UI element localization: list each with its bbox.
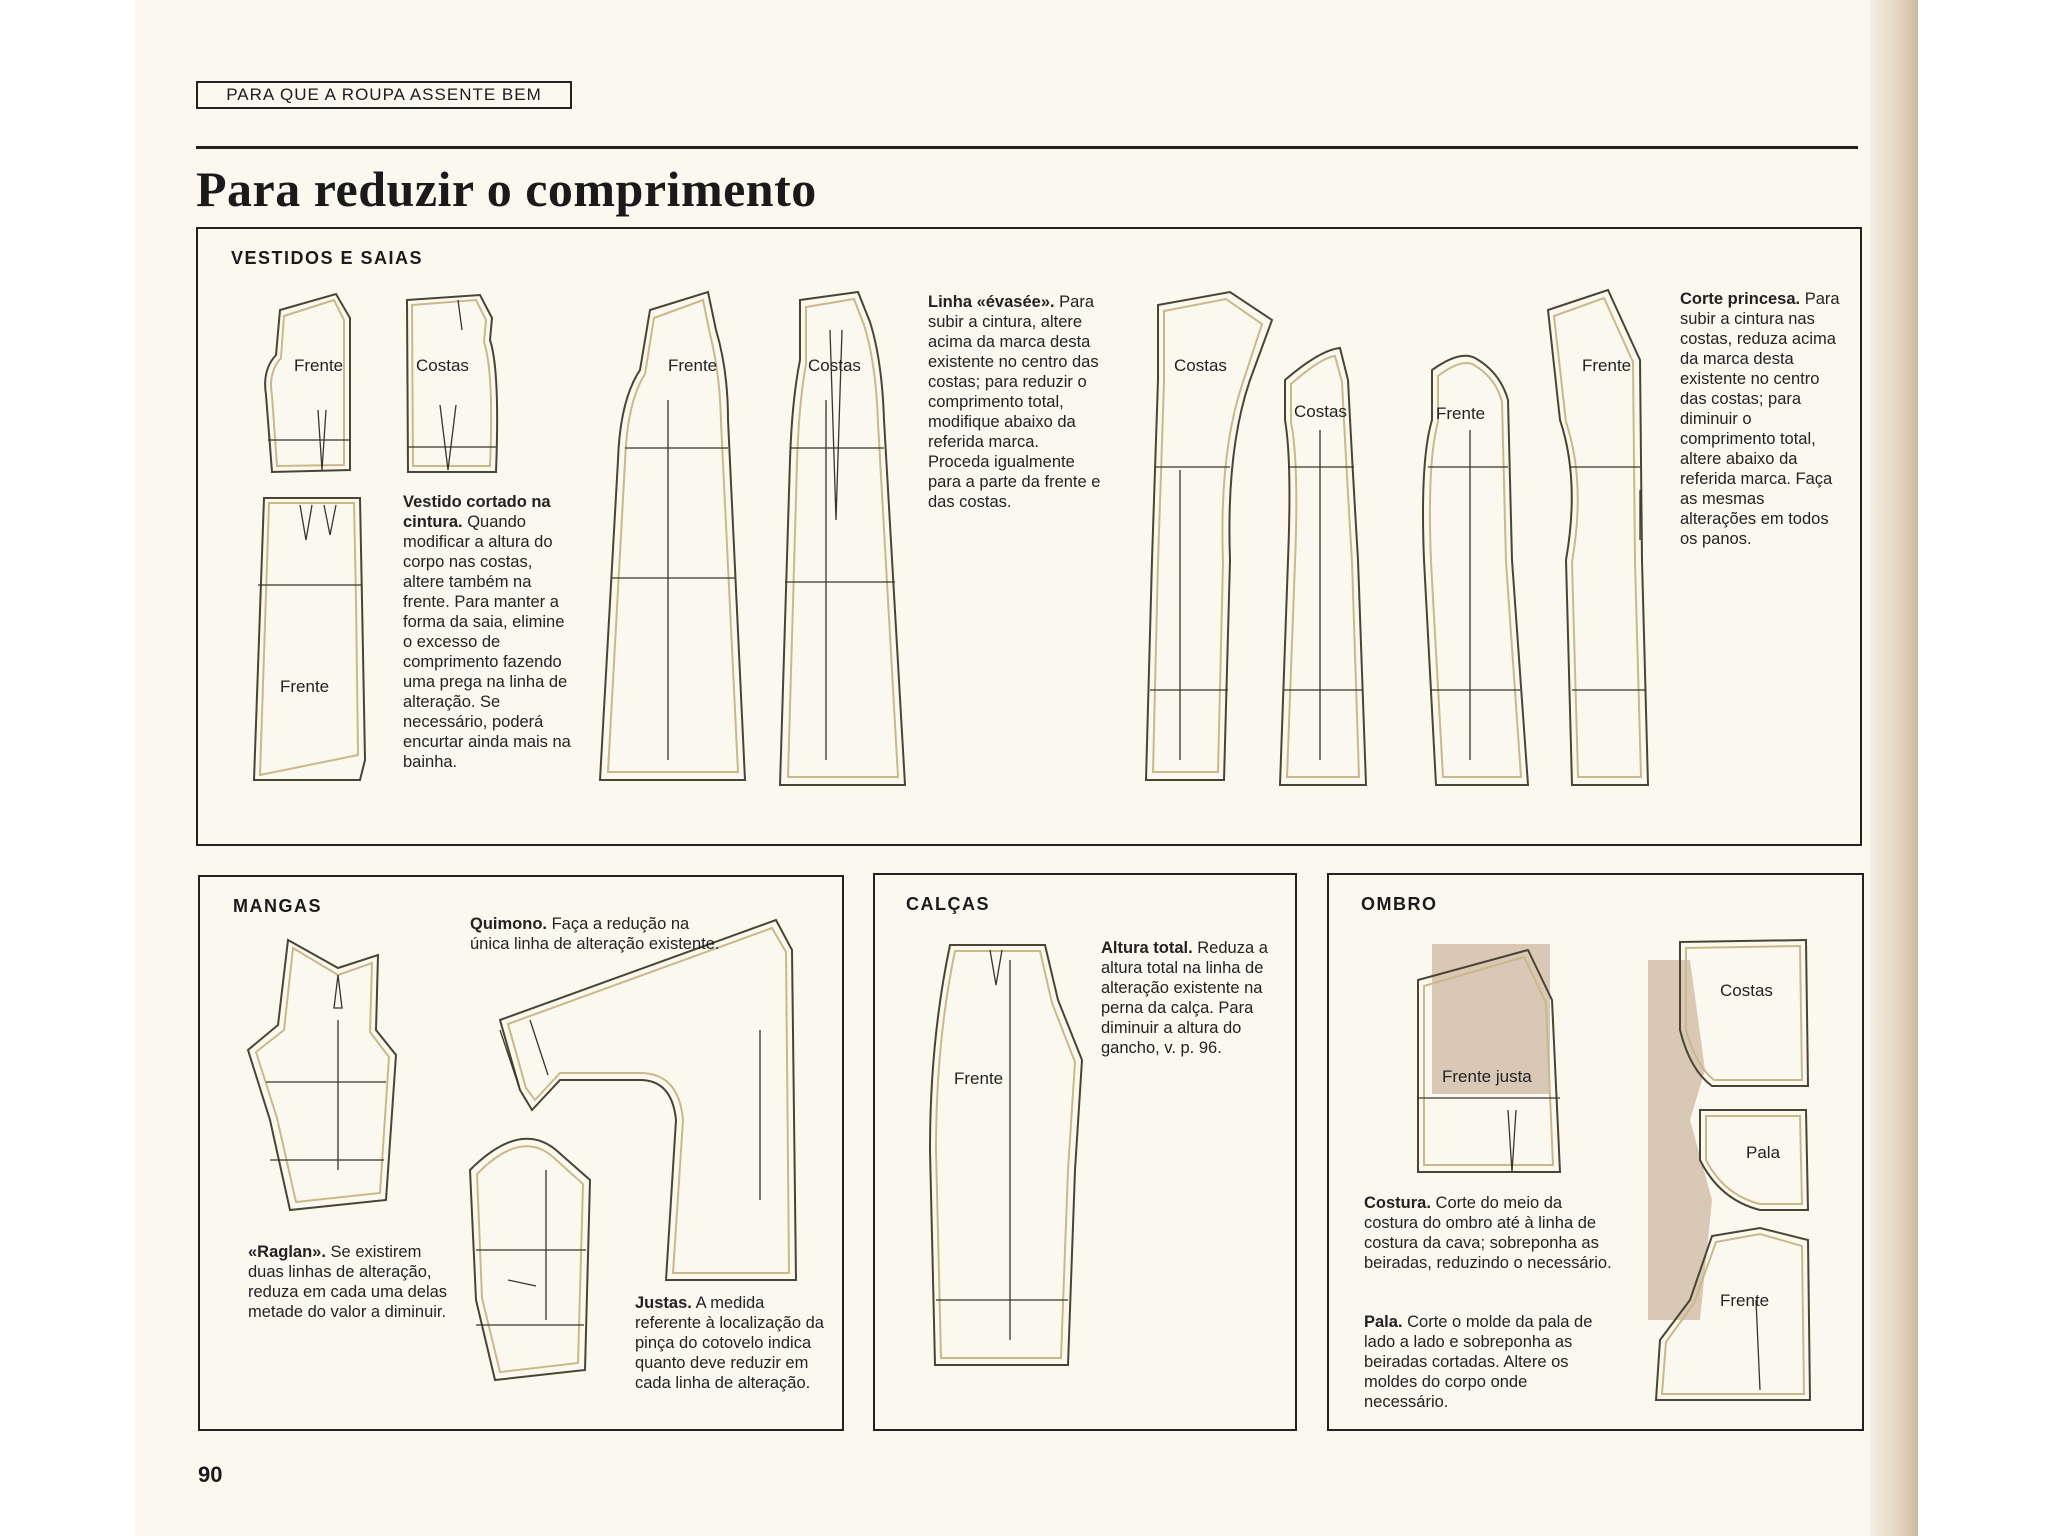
label-ombro-frente: Frente — [1720, 1291, 1770, 1310]
text-altura-body: Reduza a altura total na linha de alteração existente na perna da calça. Para diminuir a altura do gancho, v. p. 96. — [1101, 939, 1268, 1057]
label-frente-3: Frente — [668, 356, 718, 375]
text-justas-heading: Justas. — [635, 1294, 692, 1312]
label-costas-4: Costas — [1294, 402, 1347, 421]
section-ombro-title: OMBRO — [1361, 894, 1438, 914]
page-number: 90 — [198, 1462, 223, 1487]
text-pala — [1364, 1312, 1614, 1412]
text-justas-body: A medida referente à localização da pinça do cotovelo indica quanto deve reduzir em cada linha de alteração. — [635, 1294, 824, 1392]
page-title: Para reduzir o comprimento — [196, 161, 817, 217]
text-cut-waist-body: Quando modificar a altura do corpo nas costas, altere também na frente. Para manter a forma da saia, elimine o excesso de comprimento fazendo uma prega na linha de alteração. Se necessário, poderá encurtar ainda mais na bainha. — [403, 513, 571, 771]
label-frente-justa: Frente justa — [1442, 1067, 1532, 1086]
text-pala-body: Corte o molde da pala de lado a lado e sobreponha as beiradas cortadas. Altere os moldes do corpo onde necessário. — [1364, 1313, 1593, 1411]
section-vestidos-title: VESTIDOS E SAIAS — [231, 248, 424, 268]
section-mangas-title: MANGAS — [233, 896, 322, 916]
label-ombro-costas: Costas — [1720, 981, 1773, 1000]
label-frente-4: Frente — [1436, 404, 1486, 423]
label-costas-3: Costas — [1174, 356, 1227, 375]
label-frente-2: Frente — [280, 677, 330, 696]
label-frente-5: Frente — [1582, 356, 1632, 375]
text-raglan-heading: «Raglan». — [248, 1243, 326, 1261]
text-costura-heading: Costura. — [1364, 1194, 1431, 1212]
text-costura — [1364, 1193, 1614, 1273]
text-evasee-heading: Linha «évasée». — [928, 293, 1055, 311]
text-pala-heading: Pala. — [1364, 1313, 1403, 1331]
section-calcas-title: CALÇAS — [906, 894, 990, 914]
text-quimono-heading: Quimono. — [470, 915, 547, 933]
text-evasee-body: Para subir a cintura, altere acima da marca desta existente no centro das costas; para reduzir o comprimento total, modifique abaixo da referida marca. Proceda igualmente para a parte da frente e das costas. — [928, 293, 1101, 511]
label-ombro-pala: Pala — [1746, 1143, 1781, 1162]
text-princesa-body: Para subir a cintura nas costas, reduza acima da marca desta existente no centro das costas; para diminuir o comprimento total, altere abaixo da referida marca. Faça as mesmas alterações em todos os panos. — [1680, 290, 1840, 548]
text-quimono-body: Faça a redução na única linha de alteração existente. — [470, 915, 720, 953]
text-costura-body: Corte do meio da costura do ombro até à linha de costura da cava; sobreponha as beiradas, reduzindo o necessário. — [1364, 1194, 1612, 1272]
label-calcas-frente: Frente — [954, 1069, 1004, 1088]
label-costas-1: Costas — [416, 356, 469, 375]
label-costas-2: Costas — [808, 356, 861, 375]
text-raglan-body: Se existirem duas linhas de alteração, reduza em cada uma delas metade do valor a diminuir. — [248, 1243, 448, 1321]
text-altura-heading: Altura total. — [1101, 939, 1193, 957]
yoke-back-piece — [1680, 940, 1808, 1086]
running-header: PARA QUE A ROUPA ASSENTE BEM — [196, 81, 572, 109]
label-frente-1: Frente — [294, 356, 344, 375]
text-princesa-heading: Corte princesa. — [1680, 290, 1801, 308]
text-cut-waist-heading: Vestido cortado na cintura. — [403, 493, 551, 531]
